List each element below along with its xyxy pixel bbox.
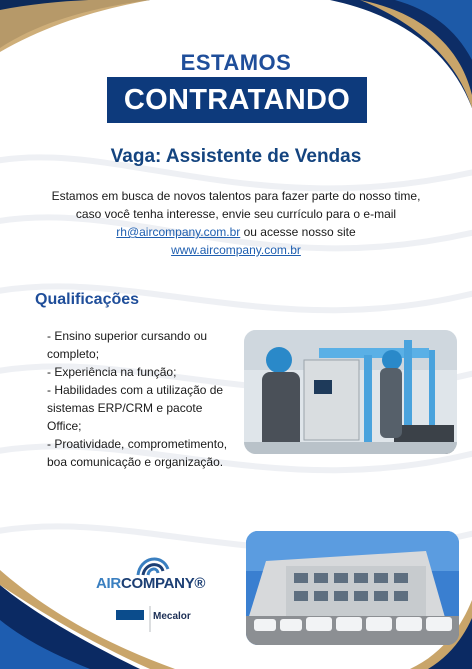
headline-banner: CONTRATANDO — [107, 77, 367, 123]
list-item: sistemas ERP/CRM e pacote Office; — [47, 401, 203, 433]
list-item: - Proatividade, comprometimento, — [47, 437, 228, 451]
brand-name: AIRCOMPANY® — [96, 575, 206, 592]
mecalor-logo: Mecalor — [153, 611, 191, 622]
intro-text-3: ou acesse nosso site — [243, 225, 356, 239]
list-item: - Habilidades com a utilização de — [47, 383, 224, 397]
list-item: boa comunicação e organização. — [47, 455, 224, 469]
qualifications-heading: Qualificações — [35, 291, 140, 308]
headquarters-photo — [246, 531, 459, 645]
qualifications-list — [47, 327, 237, 471]
intro-text-1: Estamos em busca de novos talentos para fazer parte do nosso time, — [51, 189, 421, 203]
list-item: - Ensino superior cursando ou — [47, 329, 208, 343]
email-link[interactable]: rh@aircompany.com.br — [116, 225, 241, 239]
website-link[interactable]: www.aircompany.com.br — [171, 243, 301, 257]
list-item: completo; — [47, 347, 100, 361]
intro-text-2: caso você tenha interesse, envie seu currículo para o e-mail — [75, 207, 397, 221]
technicians-photo — [244, 330, 457, 454]
headline-top: ESTAMOS — [180, 50, 292, 75]
intro-paragraph — [40, 187, 432, 259]
job-title: Vaga: Assistente de Vendas — [110, 146, 362, 167]
list-item: - Experiência na função; — [47, 365, 177, 379]
